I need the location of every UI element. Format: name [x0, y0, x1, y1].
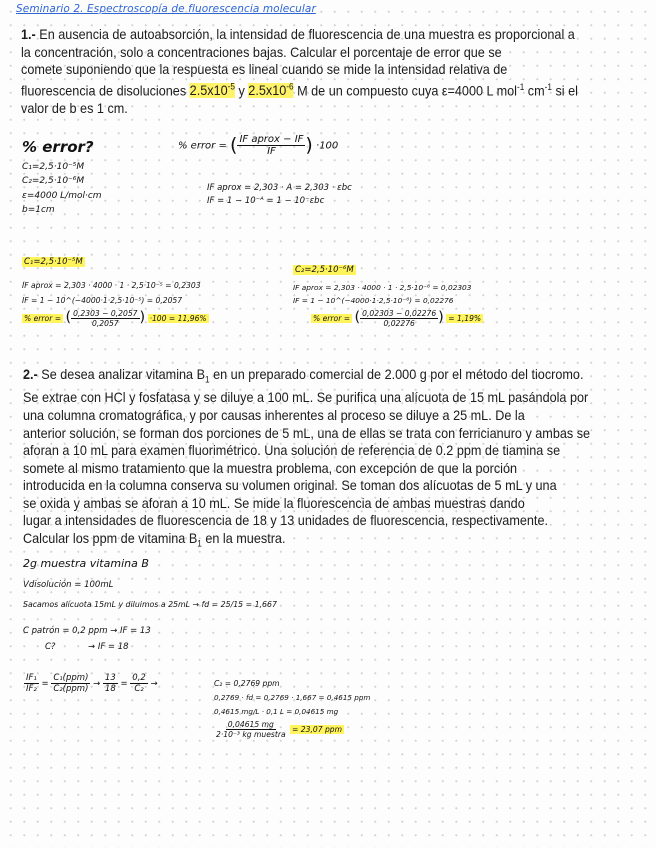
q2-line-2: Se extrae con HCl y fosfatasa y se diluye a 100 mL. Se purifica una alícuota de 15 mL pasándola por: [23, 390, 589, 406]
page-title: Seminario 2. Espectroscopía de fluorescencia molecular: [16, 3, 316, 15]
q2-line-6: somete al mismo tratamiento que la muestra problema, con excepción de que la porción: [23, 460, 518, 476]
hw-given-b: b=1cm: [22, 205, 55, 215]
q1-line-5: valor de b es 1 cm.: [21, 100, 128, 116]
q2-line-9: lugar a intensidades de fluorescencia de 18 y 13 unidades de fluorescencia, respectivamente.: [23, 513, 548, 529]
hw-c2-error: % error = ( $\frac{0,02303 - 0,02276}{0,02276}$ ) = 1,19%: [313, 309, 482, 328]
hw-n2: Vdisolución = 100mL: [23, 580, 114, 590]
q1-line-3: comete suponiendo que la respuesta es lineal cuando se mide la intensidad relativa de: [21, 62, 508, 78]
q2-line-4: anterior solución, se forman dos porciones de 5 mL, una de ellas se trata con ferricianuro y ambas se: [23, 425, 591, 441]
q2-line-3: una columna cromatográfica, y por causas inherentes al proceso se diluye a 25 mL. De la: [23, 407, 525, 423]
q2-line-10: Calcular los ppm de vitamina $B_1$ en la muestra.: [23, 531, 286, 549]
hw-question: % error?: [22, 138, 94, 156]
hw-c1-label: C₁=2,5·10⁻⁵M: [24, 257, 83, 267]
q1-line-4: fluorescencia de disoluciones $2.5x10^{-5}$ y $2.5x10^{-6}$ M de un compuesto cuya ε=4000 L mol$^{-1}$ $cm^{-1}$ si el: [21, 81, 578, 99]
hw-ratio-formula: $\frac{\text{IF₁}}{\text{IF₂}}$ = $\frac{\text{C₁(ppm)}}{\text{C₂(ppm)}}$ → $\frac{13}{18}$ = $\frac{0,2}{\text{C₂}}$ →: [26, 673, 158, 694]
question-2: [23, 366, 641, 553]
q1-line-2: la concentración, solo a concentraciones bajas. Calcular el porcentaje de error que se: [21, 44, 502, 60]
hw-r3: 0,4615 mg/L · 0,1 L = 0,04615 mg: [214, 707, 339, 716]
hw-if-def: IF = 1 − 10⁻ᴬ = 1 − 10⁻εbc: [207, 196, 325, 206]
hw-r1: C₂ = 0,2769 ppm: [214, 679, 280, 688]
q2-line-8: se oxida y ambas se aforan a 10 mL. Se mide la fluorescencia de ambas muestras dando: [23, 495, 525, 511]
hw-c1-ifaprox: IF aprox = 2,303 · 4000 · 1 · 2,5·10⁻⁵ = 0,2303: [22, 281, 201, 290]
hw-n5b: → IF = 18: [88, 642, 129, 652]
hw-error-formula: % error = ( $\frac{\text{IF aprox − IF}}{IF}$ ) ·100: [178, 133, 339, 157]
conc-1: $2.5x10^{-5}$: [189, 81, 235, 99]
q2-line-1: 2.- Se desea analizar vitamina $B_1$ en un preparado comercial de 2.000 g por el método del tiocromo.: [23, 367, 584, 385]
hw-n3: Sacamos alícuota 15mL y diluimos a 25mL → fd = 25/15 = 1,667: [23, 600, 277, 609]
hw-c2-label: C₂=2,5·10⁻⁶M: [295, 265, 354, 275]
q2-line-5: aforan a 10 mL para examen fluorimétrico. Una solución de referencia de 0.2 ppm de tiamina se: [23, 443, 561, 459]
hw-ifaprox-def: IF aprox = 2,303 · A = 2,303 · εbc: [207, 183, 352, 193]
hw-c2-if: IF = 1 − 10^(−4000·1·2,5·10⁻⁶) = 0,02276: [293, 296, 454, 305]
hw-given-eps: ε=4000 L/mol·cm: [22, 191, 102, 201]
q2-line-7: introducida en la columna conserva su volumen original. Se toman dos alícuotas de 5 mL y una: [23, 478, 557, 494]
question-1: [21, 26, 639, 118]
conc-2: $2.5x10^{-6}$: [248, 81, 294, 99]
hw-c2-ifaprox: IF aprox = 2,303 · 4000 · 1 · 2,5·10⁻⁶ = 0,02303: [293, 283, 472, 292]
hw-r4: $\frac{0,04615 mg}{\text{2·10⁻³ kg muestra}}$ = 23,07 ppm: [216, 720, 342, 739]
hw-n4: C patrón = 0,2 ppm → IF = 13: [23, 626, 151, 636]
hw-n1: 2g muestra vitamina B: [23, 557, 149, 570]
hw-n5a: C?: [45, 642, 56, 652]
hw-c1-if: IF = 1 − 10^(−4000·1·2,5·10⁻⁵) = 0,2057: [22, 296, 183, 305]
hw-given-c2: C₂=2,5·10⁻⁶M: [22, 176, 85, 186]
hw-c1-error: % error = ( $\frac{0,2303 - 0,2057}{0,2057}$ ) ·100 = 11,96%: [24, 309, 207, 328]
hw-given-c1: C₁=2,5·10⁻⁵M: [22, 162, 85, 172]
hw-r2: 0,2769 · fd = 0,2769 · 1,667 = 0,4615 ppm: [214, 693, 371, 702]
q1-line-1: 1.- En ausencia de autoabsorción, la intensidad de fluorescencia de una muestra es proporcional a: [21, 27, 575, 42]
